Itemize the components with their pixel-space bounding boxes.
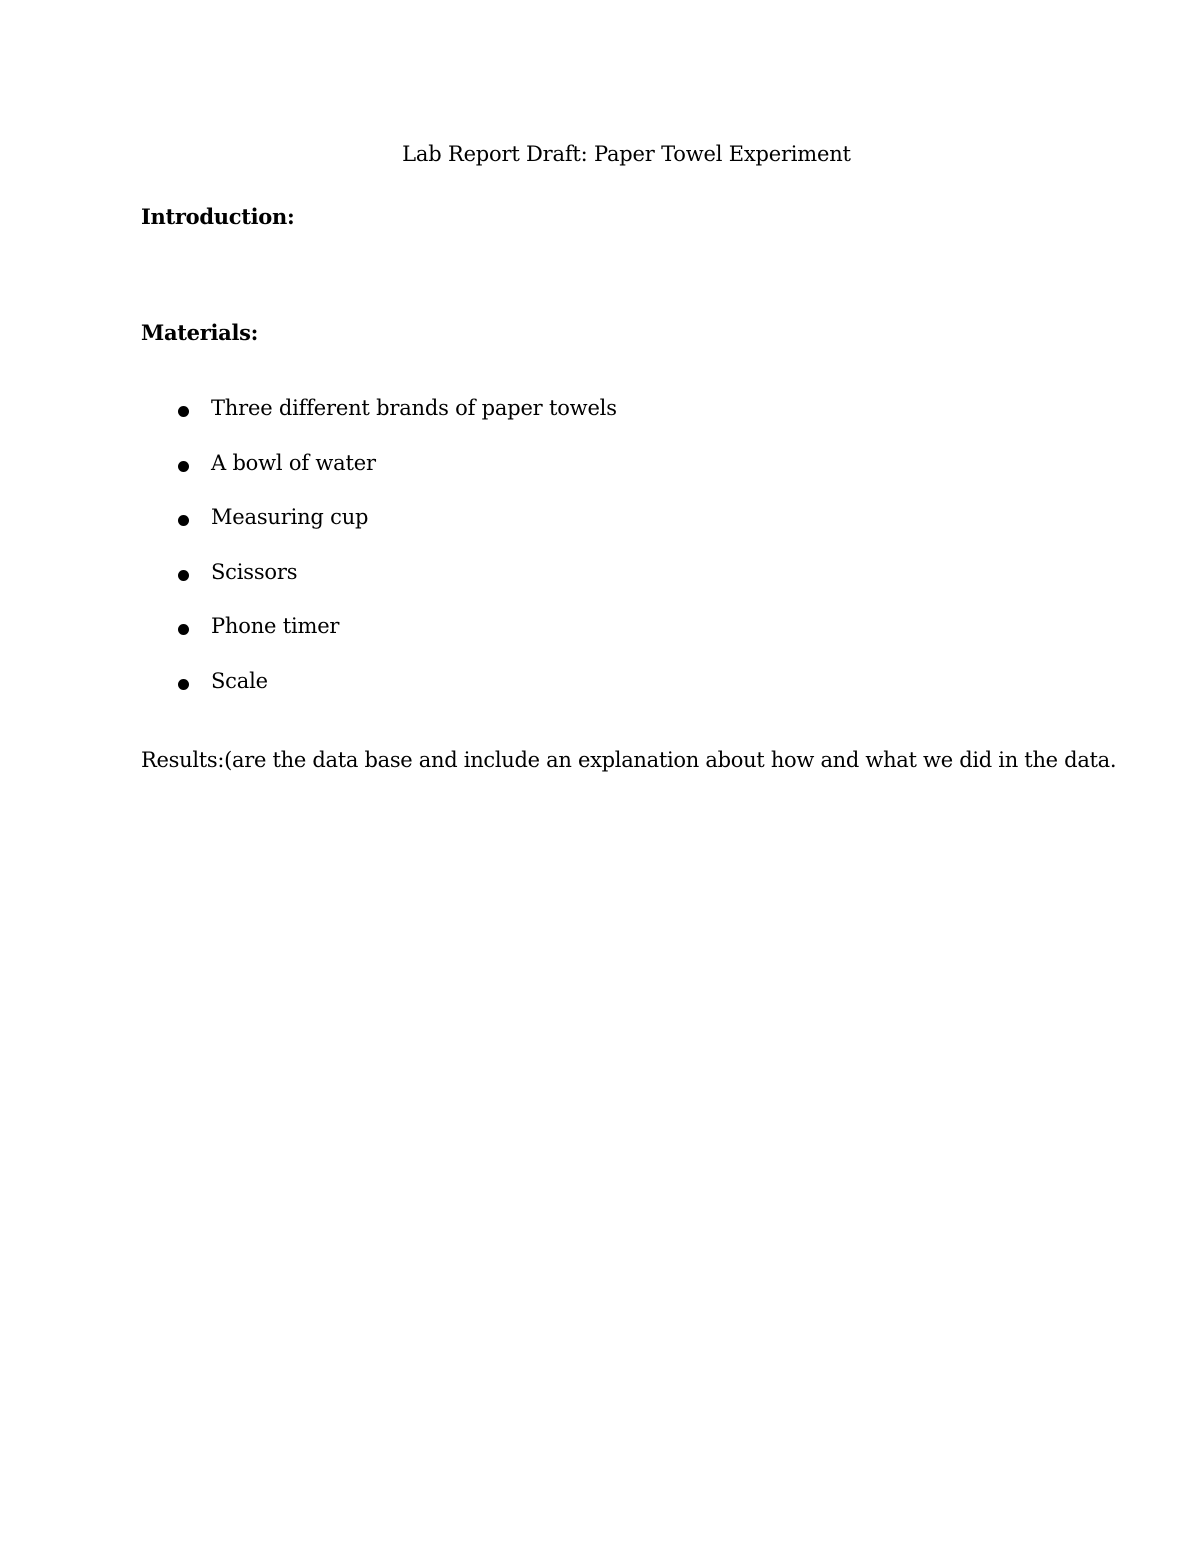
materials-heading: Materials: — [141, 320, 259, 345]
bullet-icon — [178, 570, 189, 581]
bullet-icon — [178, 679, 189, 690]
list-item-text: Scissors — [211, 559, 298, 584]
results-paragraph: Results:(are the data base and include an explanation about how and what we did in the data. — [141, 748, 1117, 772]
list-item-text: Measuring cup — [211, 505, 369, 530]
document-title: Lab Report Draft: Paper Towel Experiment — [402, 142, 851, 166]
list-item-text: Three different brands of paper towels — [211, 396, 617, 420]
list-item-text: Scale — [211, 668, 268, 693]
list-item-text: Phone timer — [211, 614, 340, 639]
bullet-icon — [178, 461, 189, 472]
bullet-icon — [178, 515, 189, 526]
introduction-heading: Introduction: — [141, 204, 295, 229]
bullet-icon — [178, 624, 189, 635]
bullet-icon — [178, 406, 189, 417]
list-item-text: A bowl of water — [211, 450, 376, 475]
